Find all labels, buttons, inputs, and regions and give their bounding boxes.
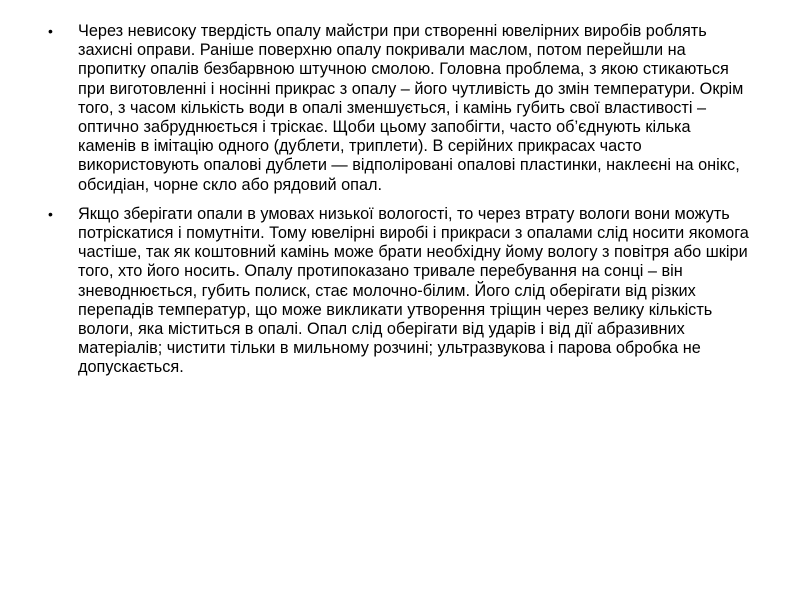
bullet-item-durability <box>48 22 750 195</box>
bullet-text: Якщо зберігати опали в умовах низької вологості, то через втрату вологи вони можуть потріскатися і помутніти. Тому ювелірні виробі і прикраси з опалами слід носити якомога частіше, так як коштовний камінь може брати необхідну йому вологу з повітря або шкіри того, хто його носить. Опалу протипоказано тривале перебування на сонці – він зневоднюється, губить полиск, стає молочно-білим. Його слід оберігати від різких перепадів температур, що може викликати утворення тріщин через велику кількість вологи, яка міститься в опалі. Опал слід оберігати від ударів і від дії абразивних матеріалів; чистити тільки в мильному розчині; ультразвукова і парова обробка не допускається. <box>78 204 749 377</box>
bullet-list <box>48 22 750 388</box>
bullet-marker: • <box>48 23 53 39</box>
bullet-item-humidity <box>48 204 750 378</box>
bullet-marker: • <box>48 205 53 222</box>
bullet-text: Через невисоку твердість опалу майстри при створенні ювелірних виробів роблять захисні оправи. Раніше поверхню опалу покривали маслом, потом перейшли на пропитку опалів безбарвною штучною смолою. Головна проблема, з якою стикаються при виготовленні і носінні прикрас з опалу – його чутливість до змін температури. Окрім того, з часом кількість води в опалі зменшується, і камінь губить свої властивості – оптично забруднюється і тріскає. Щоби цьому запобігти, часто об’єднують кілька каменів в імітацію одного (дублети, триплети). В серійних прикрасах часто використовують опалові дублети — відполіровані опалові пластинки, наклеєні на онікс, обсидіан, чорне скло або рядовий опал. <box>78 22 744 194</box>
